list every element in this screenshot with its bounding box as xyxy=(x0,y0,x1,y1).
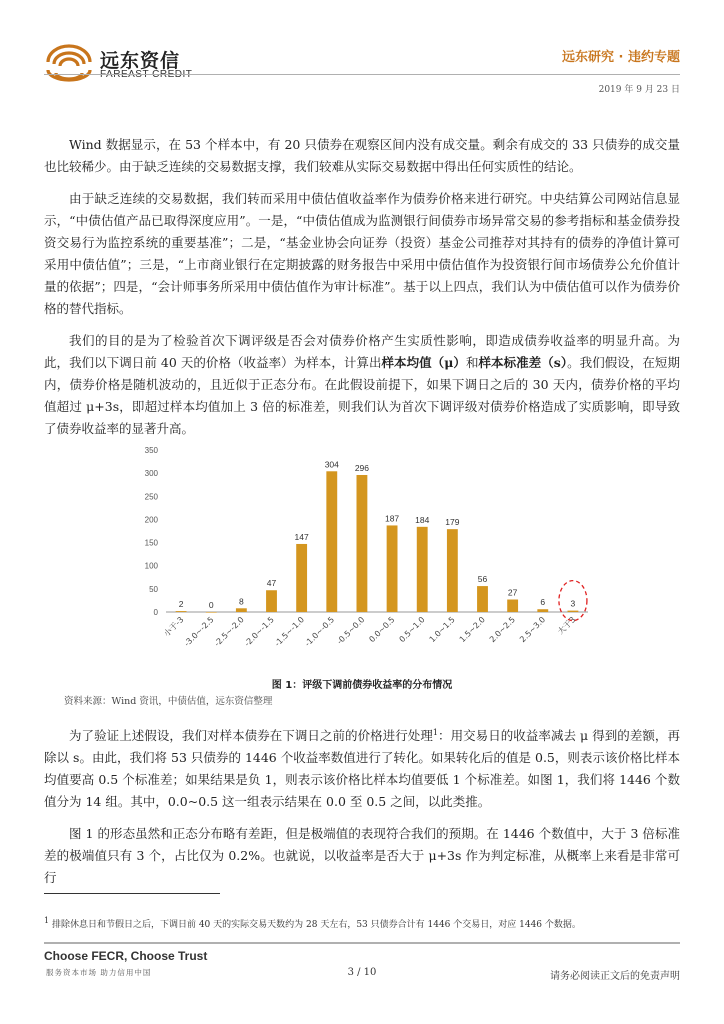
distribution-chart-svg xyxy=(130,438,600,676)
y-tick-label-1: 50 xyxy=(149,584,158,594)
brand-logo-icon xyxy=(44,40,94,84)
data-label-6: 296 xyxy=(354,462,370,473)
y-tick-label-3: 150 xyxy=(144,538,158,548)
x-tick-label-8: 0.5~1.0 xyxy=(397,615,427,645)
data-label-8: 184 xyxy=(415,514,430,525)
x-tick-label-10: 1.5~2.0 xyxy=(457,615,487,645)
paragraph-5: 图 1 的形态虽然和正态分布略有差距，但是极端值的表现符合我们的预期。在 1446 个数值中，大于 3 倍标准差的极端值只有 3 个，占比仅为 0.2%。也就说，以收益率是否大于 μ+3s 作为判定标准，从概率上来看是非常可行 xyxy=(44,826,680,886)
paragraph-4 xyxy=(44,722,680,813)
x-tick-label-11: 2.0~2.5 xyxy=(487,615,518,645)
footnote-number: 1 xyxy=(44,916,50,925)
y-tick-label-2: 100 xyxy=(144,561,158,571)
bar-1 xyxy=(206,612,217,613)
bar-12 xyxy=(537,609,548,612)
footer-slogan-cn: 服务资本市场 助力信用中国 xyxy=(46,968,152,977)
data-label-13: 3 xyxy=(570,598,576,609)
data-label-0: 2 xyxy=(178,599,184,610)
x-tick-label-6: -0.5~0.0 xyxy=(335,615,367,647)
x-tick-label-3: -2.0~-1.5 xyxy=(242,615,276,649)
paragraph-3-text-c: 。我们假设，在短期内，债券价格是随机波动的，且近似于正态分布。在此假设前提下，如果下调日之后的 30 天内，债券价格的平均值超过 μ+3s，即超过样本均值加上 3 倍的标准差，则我们认为首次下调评级对债券价格造成了实质影响，即导致了债券收益率的显著升高。 xyxy=(44,355,680,436)
bar-5 xyxy=(326,471,337,612)
paragraph-3-text-a: 我们的目的是为了检验首次下调评级是否会对债券价格产生实质性影响，即造成债券收益率的明显升高。为此，我们以下调日前 40 天的价格（收益率）为样本，计算出 xyxy=(44,333,680,370)
bar-8 xyxy=(417,527,428,612)
brand-logo xyxy=(44,40,214,84)
brand-name-cn: 远东资信 xyxy=(100,50,181,72)
bar-4 xyxy=(296,544,307,612)
data-label-9: 179 xyxy=(445,517,460,528)
distribution-chart xyxy=(130,438,600,676)
page-number: 3 / 10 xyxy=(347,967,377,978)
sample-mean-term: 样本均值（μ） xyxy=(381,355,466,370)
bar-7 xyxy=(387,525,398,612)
footer-divider xyxy=(44,942,680,944)
paragraph-4-text-a: 为了验证上述假设，我们对样本债券在下调日之前的价格进行处理 xyxy=(69,728,433,744)
paragraph-1: Wind 数据显示，在 53 个样本中，有 20 只债券在观察区间内没有成交量。剩余有成交的 33 只债券的成交量也比较稀少。由于缺乏连续的交易数据支撑，我们较难从实际交易数据中得出任何实质性的结论。 xyxy=(44,137,680,174)
footnote-text: 排除休息日和节假日之后，下调日前 40 天的实际交易天数约为 28 天左右，53 只债券合计有 1446 个交易日，对应 1446 个数据。 xyxy=(51,920,581,930)
data-label-7: 187 xyxy=(384,513,400,524)
bar-11 xyxy=(507,600,518,612)
x-tick-label-7: 0.0~0.5 xyxy=(367,615,397,645)
data-label-2: 8 xyxy=(238,596,244,607)
report-date: 2019 年 9 月 23 日 xyxy=(598,85,680,95)
x-tick-label-0: 小于-3 xyxy=(162,615,186,639)
y-tick-label-6: 300 xyxy=(144,469,158,479)
report-series-label: 远东研究 · 违约专题 xyxy=(562,50,680,65)
y-tick-label-4: 200 xyxy=(144,515,158,525)
body-text-bottom xyxy=(44,722,680,899)
footer-slogan-en: Choose FECR, Choose Trust xyxy=(44,949,208,963)
bar-10 xyxy=(477,586,488,612)
header-divider xyxy=(44,74,680,75)
bar-13 xyxy=(568,611,579,612)
footnote-ref: 1 xyxy=(432,728,438,737)
footnote xyxy=(44,916,680,930)
sample-std-term: 样本标准差（s） xyxy=(478,355,568,370)
x-tick-label-4: -1.5~-1.0 xyxy=(272,615,307,649)
y-tick-label-0: 0 xyxy=(153,608,158,617)
figure-caption: 图 1：评级下调前债券收益率的分布情况 xyxy=(271,680,453,691)
bar-2 xyxy=(236,608,247,612)
bar-0 xyxy=(176,611,187,612)
bar-6 xyxy=(357,475,368,612)
data-label-11: 27 xyxy=(507,587,518,598)
figure-source: 资料来源：Wind 资讯，中债估值，远东资信整理 xyxy=(64,696,273,707)
y-tick-label-5: 250 xyxy=(144,492,158,502)
data-label-4: 147 xyxy=(294,531,309,542)
page-header xyxy=(0,0,724,100)
y-tick-label-7: 350 xyxy=(144,446,158,455)
data-label-1: 0 xyxy=(208,600,214,610)
footer-disclaimer: 请务必阅读正文后的免责声明 xyxy=(550,971,680,982)
x-tick-label-12: 2.5~3.0 xyxy=(518,615,548,645)
x-tick-label-5: -1.0~-0.5 xyxy=(303,615,337,649)
footnote-divider xyxy=(44,893,220,894)
paragraph-3-text-b: 和 xyxy=(465,355,479,370)
x-tick-label-1: -3.0~-2.5 xyxy=(182,615,216,649)
body-text-top xyxy=(44,134,680,450)
x-tick-label-9: 1.0~1.5 xyxy=(427,615,457,645)
data-label-12: 6 xyxy=(540,597,546,608)
paragraph-4-text-b: ：用交易日的收益率减去 μ 得到的差额，再除以 s。由此，我们将 53 只债券的 1446 个收益率数值进行了转化。如果转化后的值是 0.5，则表示该价格比样本均值要高 0.5 个标准差；如果结果是负 1，则表示该价格比样本均值要低 1 个标准差。如图 1，我们将 1446 个数值分为 14 组。其中，0.0~0.5 这一组表示结果在 0.0 至 0.5 之间，以此类推。 xyxy=(44,728,680,810)
paragraph-2: 由于缺乏连续的交易数据，我们转而采用中债估值收益率作为债券价格来进行研究。中央结算公司网站信息显示，“中债估值产品已取得深度应用”。一是，“中债估值成为监测银行间债券市场异常交易的参考指标和基金债券投资交易行为监控系统的重要基准”；二是，“基金业协会向证券（投资）基金公司推荐对其持有的债券的净值计算可采用中债估值”；三是，“上市商业银行在定期披露的财务报告中采用中债估值作为投资银行间市场债券公允价值计量的依据”；四是，“会计师事务所采用中债估值作为审计标准”。基于以上四点，我们认为中债估值可以作为债券价格的替代指标。 xyxy=(44,191,680,316)
x-tick-label-13: 大于3 xyxy=(556,615,578,637)
data-label-3: 47 xyxy=(266,578,277,589)
paragraph-3 xyxy=(44,330,680,440)
bar-3 xyxy=(266,590,277,612)
data-label-5: 304 xyxy=(324,459,339,470)
bar-9 xyxy=(447,529,458,612)
x-tick-label-2: -2.5~-2.0 xyxy=(212,615,246,649)
data-label-10: 56 xyxy=(477,574,488,585)
